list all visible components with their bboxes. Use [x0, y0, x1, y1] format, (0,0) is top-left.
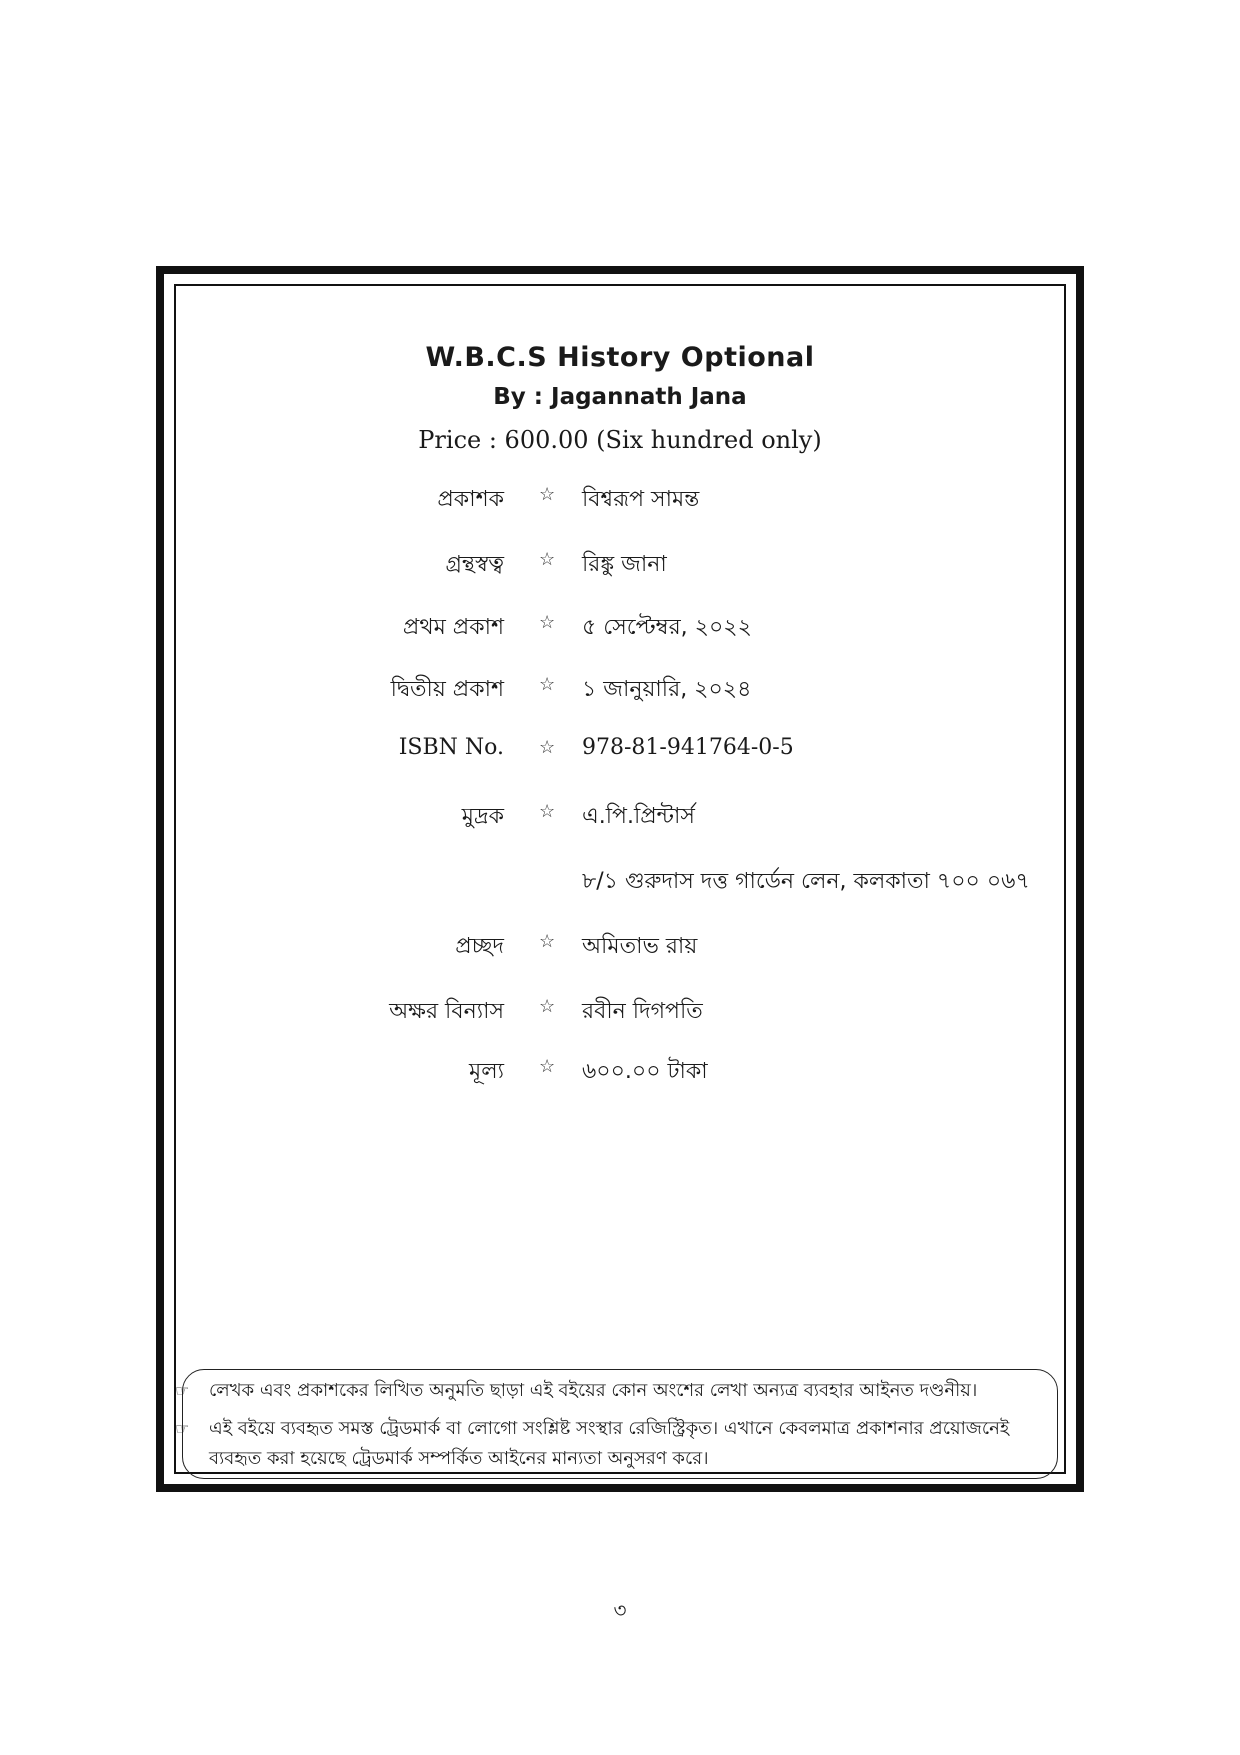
detail-value: ১ জানুয়ারি, ২০২৪ — [582, 677, 752, 702]
detail-label: প্রথম প্রকাশ — [402, 615, 504, 640]
detail-row-printer — [176, 799, 1064, 839]
notice-text: এই বইয়ে ব্যবহৃত সমস্ত ট্রেডমার্ক বা লোগো সংশ্লিষ্ট সংস্থার রেজিস্ট্রিকৃত। এখানে কেবলমাত্র প্রকাশনার প্রয়োজনেই ব্যবহৃত করা হয়েছে ট্রেডমার্ক সম্পর্কিত আইনের মান্যতা অনুসরণ করে। — [209, 1418, 1010, 1469]
notice-item — [175, 1376, 1049, 1406]
detail-value: ৫ সেপ্টেম্বর, ২০২২ — [582, 615, 752, 640]
detail-row-typesetting — [176, 994, 1064, 1034]
detail-value: এ.পি.প্রিন্টার্স — [582, 804, 695, 829]
star-icon: ☆ — [539, 1056, 556, 1077]
pointing-hand-icon: ☞ — [175, 1381, 190, 1400]
detail-label: প্রচ্ছদ — [455, 934, 504, 959]
star-icon: ☆ — [539, 549, 556, 570]
detail-row-copyright — [176, 547, 1064, 587]
detail-row-publisher — [176, 482, 1064, 522]
detail-value: ৮/১ গুরুদাস দত্ত গার্ডেন লেন, কলকাতা ৭০০ ০৬৭ — [582, 869, 1030, 894]
pointing-hand-icon: ☞ — [175, 1419, 190, 1438]
detail-row-cover — [176, 929, 1064, 969]
copyright-notice-box — [175, 1369, 1058, 1479]
star-icon: ☆ — [539, 737, 556, 758]
star-icon: ☆ — [539, 801, 556, 822]
detail-label: অক্ষর বিন্যাস — [389, 999, 504, 1024]
star-icon: ☆ — [539, 612, 556, 633]
detail-value: ৬০০.০০ টাকা — [582, 1059, 708, 1084]
detail-label: গ্রন্থস্বত্ব — [445, 552, 504, 577]
detail-value: রিঙ্কু জানা — [582, 552, 667, 577]
page-number: ৩ — [613, 1598, 627, 1622]
detail-row-printer-address — [176, 864, 1064, 904]
detail-label: মূল্য — [469, 1059, 504, 1084]
star-icon: ☆ — [539, 674, 556, 695]
detail-value: 978-81-941764-0-5 — [582, 735, 794, 760]
notice-text: লেখক এবং প্রকাশকের লিখিত অনুমতি ছাড়া এই বইয়ের কোন অংশের লেখা অন্যত্র ব্যবহার আইনত দণ্ডনীয়। — [209, 1380, 978, 1401]
star-icon: ☆ — [539, 996, 556, 1017]
detail-row-isbn — [176, 735, 1064, 775]
book-author: By : Jagannath Jana — [493, 384, 747, 410]
book-title: W.B.C.S History Optional — [425, 342, 815, 373]
detail-row-second-edition — [176, 672, 1064, 712]
detail-row-first-edition — [176, 610, 1064, 650]
detail-label: প্রকাশক — [437, 487, 504, 512]
inner-border-frame — [174, 284, 1066, 1474]
detail-row-price — [176, 1054, 1064, 1094]
book-price: Price : 600.00 (Six hundred only) — [418, 426, 822, 454]
detail-value: বিশ্বরূপ সামন্ত — [582, 487, 700, 512]
star-icon: ☆ — [539, 484, 556, 505]
star-icon: ☆ — [539, 931, 556, 952]
detail-label: দ্বিতীয় প্রকাশ — [390, 677, 504, 702]
detail-label: মুদ্রক — [461, 804, 504, 829]
notice-item — [175, 1414, 1049, 1474]
detail-value: অমিতাভ রায় — [582, 934, 698, 959]
detail-label: ISBN No. — [398, 735, 504, 760]
outer-border-frame — [156, 266, 1084, 1492]
detail-value: রবীন দিগপতি — [582, 999, 703, 1024]
